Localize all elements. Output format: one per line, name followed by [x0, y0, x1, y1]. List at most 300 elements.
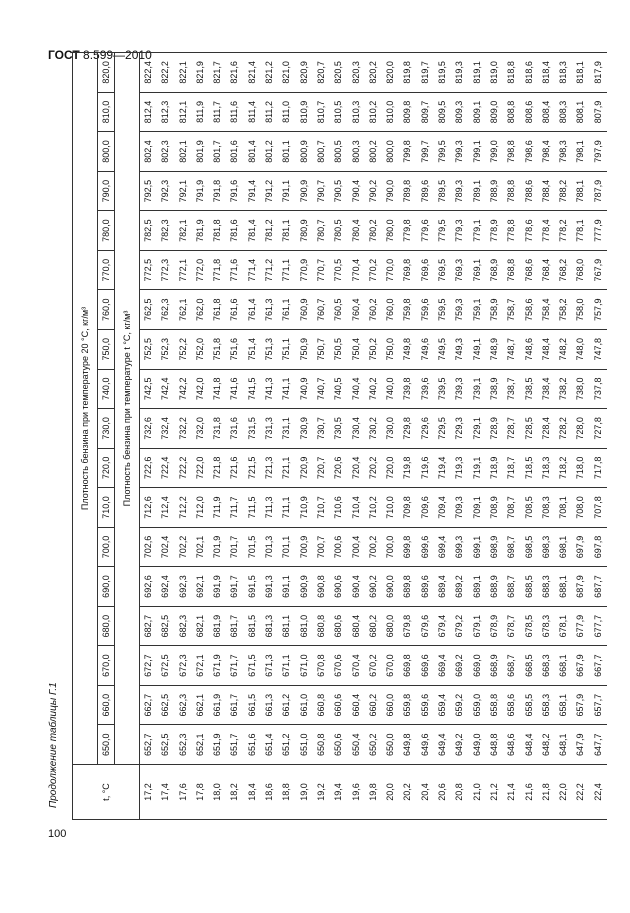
- density-cell: 722,6: [140, 448, 158, 488]
- density-cell: 652,1: [192, 725, 209, 765]
- density-cell: 798,1: [572, 132, 589, 172]
- density-cell: 748,0: [572, 329, 589, 369]
- density-cell: 778,9: [486, 211, 503, 251]
- density-cell: 758,7: [503, 290, 520, 330]
- density-cell: 818,1: [572, 53, 589, 93]
- density-cell: 751,8: [209, 329, 226, 369]
- density-cell: 809,1: [469, 92, 486, 132]
- density-cell: 657,9: [572, 685, 589, 725]
- density-cell: 812,3: [157, 92, 174, 132]
- density-cell: 702,2: [175, 527, 192, 567]
- density-cell: 709,8: [399, 488, 416, 528]
- density-cell: 709,4: [434, 488, 451, 528]
- density-cell: 648,6: [503, 725, 520, 765]
- density-cell: 672,3: [175, 646, 192, 686]
- density-cell: 747,8: [590, 329, 607, 369]
- density-cell: 818,4: [538, 53, 555, 93]
- density-cell: 719,6: [417, 448, 434, 488]
- density-cell: 780,0: [382, 211, 399, 251]
- density-cell: 762,1: [175, 290, 192, 330]
- density-cell: 751,3: [261, 329, 278, 369]
- column-header: 820,0: [98, 53, 115, 93]
- density-cell: 769,5: [434, 250, 451, 290]
- density-cell: 670,6: [330, 646, 347, 686]
- density-cell: 668,1: [555, 646, 572, 686]
- table-row: [555, 53, 572, 820]
- density-cell: 750,2: [365, 329, 382, 369]
- density-cell: 821,9: [192, 53, 209, 93]
- density-cell: 661,0: [296, 685, 313, 725]
- density-cell: 802,4: [140, 132, 158, 172]
- density-cell: 822,2: [157, 53, 174, 93]
- density-cell: 799,5: [434, 132, 451, 172]
- density-cell: 671,1: [278, 646, 295, 686]
- density-cell: 670,4: [348, 646, 365, 686]
- density-cell: 679,6: [417, 606, 434, 646]
- density-20-group-header: Плотность бензина при температуре 20 °C, кг/м³: [73, 53, 98, 765]
- density-cell: 662,1: [192, 685, 209, 725]
- temperature-cell: 19,6: [348, 765, 365, 820]
- density-cell: 661,3: [261, 685, 278, 725]
- density-cell: 789,3: [451, 171, 468, 211]
- density-cell: 679,2: [451, 606, 468, 646]
- density-cell: 767,9: [590, 250, 607, 290]
- density-cell: 820,0: [382, 53, 399, 93]
- density-cell: 809,8: [399, 92, 416, 132]
- density-cell: 779,8: [399, 211, 416, 251]
- table-row: [348, 53, 365, 820]
- density-cell: 761,8: [209, 290, 226, 330]
- density-cell: 809,7: [417, 92, 434, 132]
- table-caption: Продолжение таблицы Г.1: [48, 682, 59, 808]
- density-cell: 659,8: [399, 685, 416, 725]
- density-cell: 822,4: [140, 53, 158, 93]
- density-cell: 709,6: [417, 488, 434, 528]
- density-cell: 810,3: [348, 92, 365, 132]
- density-cell: 750,7: [313, 329, 330, 369]
- density-cell: 700,4: [348, 527, 365, 567]
- density-cell: 818,8: [503, 53, 520, 93]
- density-cell: 801,7: [209, 132, 226, 172]
- density-cell: 819,8: [399, 53, 416, 93]
- density-cell: 667,9: [572, 646, 589, 686]
- density-cell: 781,8: [209, 211, 226, 251]
- density-cell: 697,8: [590, 527, 607, 567]
- density-cell: 792,5: [140, 171, 158, 211]
- density-cell: 739,5: [434, 369, 451, 409]
- density-cell: 810,2: [365, 92, 382, 132]
- density-cell: 650,2: [365, 725, 382, 765]
- density-cell: 698,3: [538, 527, 555, 567]
- density-cell: 780,7: [313, 211, 330, 251]
- density-cell: 749,1: [469, 329, 486, 369]
- density-cell: 720,2: [365, 448, 382, 488]
- density-cell: 700,0: [382, 527, 399, 567]
- density-cell: 717,8: [590, 448, 607, 488]
- density-cell: 761,6: [226, 290, 243, 330]
- density-cell: 778,2: [555, 211, 572, 251]
- density-cell: 800,2: [365, 132, 382, 172]
- density-cell: 798,8: [503, 132, 520, 172]
- density-cell: 660,6: [330, 685, 347, 725]
- column-header: 700,0: [98, 527, 115, 567]
- density-cell: 738,5: [521, 369, 538, 409]
- density-cell: 791,2: [261, 171, 278, 211]
- density-cell: 648,2: [538, 725, 555, 765]
- table-row: [261, 53, 278, 820]
- density-cell: 788,9: [486, 171, 503, 211]
- density-cell: 712,4: [157, 488, 174, 528]
- density-cell: 727,8: [590, 409, 607, 449]
- density-cell: 701,5: [244, 527, 261, 567]
- density-cell: 701,1: [278, 527, 295, 567]
- temperature-cell: 20,6: [434, 765, 451, 820]
- density-cell: 739,1: [469, 369, 486, 409]
- density-cell: 801,6: [226, 132, 243, 172]
- table-row: [244, 53, 261, 820]
- density-cell: 647,7: [590, 725, 607, 765]
- density-cell: 748,9: [486, 329, 503, 369]
- density-cell: 719,8: [399, 448, 416, 488]
- density-cell: 701,7: [226, 527, 243, 567]
- density-cell: 731,3: [261, 409, 278, 449]
- density-cell: 720,4: [348, 448, 365, 488]
- density-cell: 800,7: [313, 132, 330, 172]
- column-header: 720,0: [98, 448, 115, 488]
- density-cell: 771,2: [261, 250, 278, 290]
- density-cell: 670,0: [382, 646, 399, 686]
- standard-number: 8.599—2010: [83, 48, 152, 62]
- density-cell: 790,9: [296, 171, 313, 211]
- density-cell: 812,4: [140, 92, 158, 132]
- density-cell: 662,5: [157, 685, 174, 725]
- density-cell: 682,1: [192, 606, 209, 646]
- density-cell: 808,8: [503, 92, 520, 132]
- density-cell: 681,1: [278, 606, 295, 646]
- density-cell: 669,2: [451, 646, 468, 686]
- density-cell: 800,5: [330, 132, 347, 172]
- density-cell: 759,6: [417, 290, 434, 330]
- density-cell: 761,1: [278, 290, 295, 330]
- column-values-row: [98, 53, 115, 820]
- density-cell: 682,7: [140, 606, 158, 646]
- density-cell: 769,8: [399, 250, 416, 290]
- column-header: 800,0: [98, 132, 115, 172]
- table-row: [157, 53, 174, 820]
- temperature-cell: 18,2: [226, 765, 243, 820]
- density-cell: 788,2: [555, 171, 572, 211]
- table-row: [399, 53, 416, 820]
- density-t-group-header: Плотность бензина при температуре t °C, кг/м³: [115, 53, 140, 765]
- density-cell: 800,9: [296, 132, 313, 172]
- density-cell: 707,8: [590, 488, 607, 528]
- density-cell: 712,6: [140, 488, 158, 528]
- density-cell: 792,3: [157, 171, 174, 211]
- density-cell: 681,0: [296, 606, 313, 646]
- temperature-cell: 17,8: [192, 765, 209, 820]
- density-cell: 728,5: [521, 409, 538, 449]
- density-cell: 668,7: [503, 646, 520, 686]
- density-cell: 798,3: [555, 132, 572, 172]
- density-cell: 692,6: [140, 567, 158, 607]
- density-cell: 732,6: [140, 409, 158, 449]
- temperature-cell: 20,4: [417, 765, 434, 820]
- density-cell: 661,7: [226, 685, 243, 725]
- density-cell: 808,1: [572, 92, 589, 132]
- density-cell: 778,6: [521, 211, 538, 251]
- density-cell: 660,4: [348, 685, 365, 725]
- temperature-cell: 18,0: [209, 765, 226, 820]
- density-cell: 788,1: [572, 171, 589, 211]
- temperature-cell: 21,6: [521, 765, 538, 820]
- density-cell: 687,7: [590, 567, 607, 607]
- density-cell: 681,7: [226, 606, 243, 646]
- density-cell: 792,1: [175, 171, 192, 211]
- density-cell: 730,2: [365, 409, 382, 449]
- density-cell: 742,2: [175, 369, 192, 409]
- density-cell: 690,9: [296, 567, 313, 607]
- density-cell: 752,0: [192, 329, 209, 369]
- density-cell: 760,4: [348, 290, 365, 330]
- density-cell: 680,4: [348, 606, 365, 646]
- rotated-table-container: [72, 52, 603, 820]
- density-cell: 758,0: [572, 290, 589, 330]
- density-cell: 650,6: [330, 725, 347, 765]
- temperature-cell: 21,4: [503, 765, 520, 820]
- density-cell: 801,9: [192, 132, 209, 172]
- table-row: [226, 53, 243, 820]
- density-cell: 670,2: [365, 646, 382, 686]
- column-header: 790,0: [98, 171, 115, 211]
- density-cell: 779,5: [434, 211, 451, 251]
- temperature-cell: 17,2: [140, 765, 158, 820]
- density-cell: 749,5: [434, 329, 451, 369]
- density-cell: 671,3: [261, 646, 278, 686]
- column-header: 740,0: [98, 369, 115, 409]
- density-cell: 789,6: [417, 171, 434, 211]
- table-row: [313, 53, 330, 820]
- density-cell: 730,4: [348, 409, 365, 449]
- density-cell: 750,4: [348, 329, 365, 369]
- density-cell: 652,5: [157, 725, 174, 765]
- density-cell: 810,5: [330, 92, 347, 132]
- density-cell: 770,9: [296, 250, 313, 290]
- density-cell: 718,0: [572, 448, 589, 488]
- density-cell: 671,0: [296, 646, 313, 686]
- density-cell: 770,4: [348, 250, 365, 290]
- density-cell: 692,3: [175, 567, 192, 607]
- density-cell: 721,8: [209, 448, 226, 488]
- density-cell: 647,9: [572, 725, 589, 765]
- temp-column-header: t, °C: [73, 765, 140, 820]
- density-cell: 789,1: [469, 171, 486, 211]
- density-cell: 750,9: [296, 329, 313, 369]
- temperature-cell: 18,6: [261, 765, 278, 820]
- density-cell: 751,6: [226, 329, 243, 369]
- density-cell: 779,6: [417, 211, 434, 251]
- density-cell: 801,1: [278, 132, 295, 172]
- density-cell: 738,0: [572, 369, 589, 409]
- density-cell: 748,7: [503, 329, 520, 369]
- density-cell: 708,7: [503, 488, 520, 528]
- density-cell: 740,9: [296, 369, 313, 409]
- density-cell: 728,0: [572, 409, 589, 449]
- density-cell: 718,2: [555, 448, 572, 488]
- density-cell: 662,3: [175, 685, 192, 725]
- density-cell: 689,2: [451, 567, 468, 607]
- density-cell: 771,6: [226, 250, 243, 290]
- density-cell: 762,0: [192, 290, 209, 330]
- density-cell: 670,8: [313, 646, 330, 686]
- density-cell: 661,5: [244, 685, 261, 725]
- density-cell: 780,9: [296, 211, 313, 251]
- table-row: [451, 53, 468, 820]
- density-cell: 759,3: [451, 290, 468, 330]
- density-cell: 821,2: [261, 53, 278, 93]
- density-cell: 808,4: [538, 92, 555, 132]
- density-cell: 702,4: [157, 527, 174, 567]
- density-cell: 758,6: [521, 290, 538, 330]
- density-cell: 720,9: [296, 448, 313, 488]
- density-cell: 701,9: [209, 527, 226, 567]
- density-cell: 698,9: [486, 527, 503, 567]
- density-cell: 758,9: [486, 290, 503, 330]
- density-cell: 777,9: [590, 211, 607, 251]
- density-cell: 732,2: [175, 409, 192, 449]
- density-cell: 760,5: [330, 290, 347, 330]
- density-cell: 770,2: [365, 250, 382, 290]
- density-cell: 791,9: [192, 171, 209, 211]
- density-cell: 780,5: [330, 211, 347, 251]
- density-cell: 761,3: [261, 290, 278, 330]
- density-cell: 780,2: [365, 211, 382, 251]
- density-cell: 741,3: [261, 369, 278, 409]
- density-cell: 669,0: [469, 646, 486, 686]
- density-cell: 690,8: [313, 567, 330, 607]
- column-header: 760,0: [98, 290, 115, 330]
- density-cell: 791,8: [209, 171, 226, 211]
- density-cell: 820,2: [365, 53, 382, 93]
- density-cell: 780,4: [348, 211, 365, 251]
- density-cell: 738,7: [503, 369, 520, 409]
- density-cell: 708,0: [572, 488, 589, 528]
- column-header: 650,0: [98, 725, 115, 765]
- density-cell: 649,0: [469, 725, 486, 765]
- density-cell: 669,6: [417, 646, 434, 686]
- density-cell: 728,9: [486, 409, 503, 449]
- density-cell: 708,5: [521, 488, 538, 528]
- density-cell: 730,7: [313, 409, 330, 449]
- density-cell: 710,4: [348, 488, 365, 528]
- density-cell: 790,2: [365, 171, 382, 211]
- temperature-cell: 17,4: [157, 765, 174, 820]
- table-row: [486, 53, 503, 820]
- density-cell: 811,7: [209, 92, 226, 132]
- density-cell: 710,7: [313, 488, 330, 528]
- density-cell: 789,8: [399, 171, 416, 211]
- density-cell: 810,9: [296, 92, 313, 132]
- density-cell: 710,2: [365, 488, 382, 528]
- density-cell: 770,0: [382, 250, 399, 290]
- density-cell: 690,0: [382, 567, 399, 607]
- density-cell: 811,2: [261, 92, 278, 132]
- density-cell: 722,0: [192, 448, 209, 488]
- density-cell: 798,6: [521, 132, 538, 172]
- density-cell: 760,0: [382, 290, 399, 330]
- density-cell: 820,3: [348, 53, 365, 93]
- temperature-cell: 17,6: [175, 765, 192, 820]
- table-row: [140, 53, 158, 820]
- density-cell: 690,2: [365, 567, 382, 607]
- density-cell: 741,5: [244, 369, 261, 409]
- table-row: [538, 53, 555, 820]
- density-cell: 688,1: [555, 567, 572, 607]
- density-cell: 819,0: [486, 53, 503, 93]
- density-cell: 688,3: [538, 567, 555, 607]
- density-cell: 678,7: [503, 606, 520, 646]
- density-cell: 679,1: [469, 606, 486, 646]
- density-cell: 657,7: [590, 685, 607, 725]
- density-cell: 741,6: [226, 369, 243, 409]
- density-cell: 741,1: [278, 369, 295, 409]
- density-cell: 818,3: [555, 53, 572, 93]
- density-cell: 781,4: [244, 211, 261, 251]
- density-cell: 819,5: [434, 53, 451, 93]
- temperature-cell: 19,4: [330, 765, 347, 820]
- density-cell: 718,5: [521, 448, 538, 488]
- density-cell: 748,6: [521, 329, 538, 369]
- density-cell: 729,5: [434, 409, 451, 449]
- density-cell: 720,6: [330, 448, 347, 488]
- density-cell: 819,7: [417, 53, 434, 93]
- density-cell: 690,6: [330, 567, 347, 607]
- density-cell: 781,9: [192, 211, 209, 251]
- density-cell: 728,2: [555, 409, 572, 449]
- density-cell: 671,7: [226, 646, 243, 686]
- density-cell: 678,3: [538, 606, 555, 646]
- density-cell: 749,8: [399, 329, 416, 369]
- density-cell: 712,2: [175, 488, 192, 528]
- density-cell: 778,1: [572, 211, 589, 251]
- density-cell: 691,7: [226, 567, 243, 607]
- density-cell: 821,4: [244, 53, 261, 93]
- density-cell: 757,9: [590, 290, 607, 330]
- temperature-cell: 18,8: [278, 765, 295, 820]
- density-cell: 652,7: [140, 725, 158, 765]
- density-cell: 668,9: [486, 646, 503, 686]
- density-cell: 712,0: [192, 488, 209, 528]
- density-cell: 729,3: [451, 409, 468, 449]
- density-cell: 721,6: [226, 448, 243, 488]
- header-row-top: [73, 53, 98, 820]
- density-cell: 680,0: [382, 606, 399, 646]
- density-cell: 719,4: [434, 448, 451, 488]
- density-cell: 698,1: [555, 527, 572, 567]
- density-cell: 790,4: [348, 171, 365, 211]
- temperature-cell: 20,2: [399, 765, 416, 820]
- density-cell: 761,4: [244, 290, 261, 330]
- table-row: [365, 53, 382, 820]
- density-cell: 659,6: [417, 685, 434, 725]
- density-cell: 672,1: [192, 646, 209, 686]
- density-cell: 768,4: [538, 250, 555, 290]
- density-cell: 789,5: [434, 171, 451, 211]
- density-cell: 731,6: [226, 409, 243, 449]
- density-cell: 782,3: [157, 211, 174, 251]
- density-cell: 710,6: [330, 488, 347, 528]
- density-cell: 730,5: [330, 409, 347, 449]
- density-cell: 737,8: [590, 369, 607, 409]
